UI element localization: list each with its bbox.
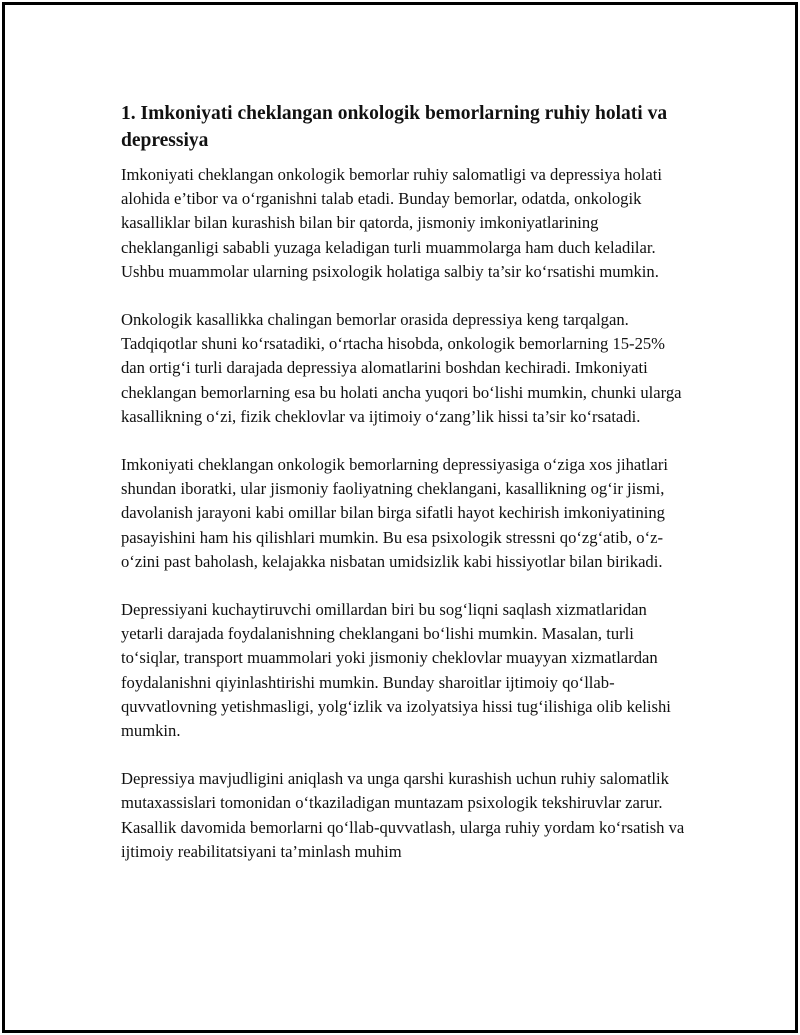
page-frame bbox=[2, 2, 798, 1033]
paragraph-4: Depressiyani kuchaytiruvchi omillardan biri bu sog‘liqni saqlash xizmatlaridan yetarli darajada foydalanishning cheklangani bo‘lishi mumkin. Masalan, turli to‘siqlar, transport muammolari yoki jismoniy cheklovlar muayyan xizmatlardan foydalanishni qiyinlashtirishi mumkin. Bunday sharoitlar ijtimoiy qo‘llab-quvvatlovning yetishmasligi, yolg‘izlik va izolyatsiya hissi tug‘ilishiga olib kelishi mumkin. bbox=[121, 600, 671, 741]
section-heading: 1. Imkoniyati cheklangan onkologik bemorlarning ruhiy holati va depressiya bbox=[121, 103, 668, 151]
paragraph-3: Imkoniyati cheklangan onkologik bemorlarning depressiyasiga o‘ziga xos jihatlari shundan iboratki, ular jismoniy faoliyatning cheklangani, kasallikning og‘ir jismi, davolanish jarayoni kabi omillar bilan birga sifatli hayot kechirish imkoniyatining pasayishini ham his qilishlari mumkin. Bu esa psixologik stressni qo‘zg‘atib, o‘z-o‘zini past baholash, kelajakka nisbatan umidsizlik kabi hissiyotlar bilan birikadi. bbox=[121, 455, 668, 571]
paragraph-2: Onkologik kasallikka chalingan bemorlar orasida depressiya keng tarqalgan. Tadqiqotlar shuni ko‘rsatadiki, o‘rtacha hisobda, onkologik bemorlarning 15-25% dan ortig‘i turli darajada depressiya alomatlarini boshdan kechiradi. Imkoniyati cheklangan bemorlarning esa bu holati ancha yuqori bo‘lishi mumkin, chunki ularga kasallikning o‘zi, fizik cheklovlar va ijtimoiy o‘zang’lik hissi ta’sir ko‘rsatadi. bbox=[121, 310, 682, 426]
document-body bbox=[121, 100, 691, 888]
paragraph-5: Depressiya mavjudligini aniqlash va unga qarshi kurashish uchun ruhiy salomatlik mutaxassislari tomonidan o‘tkaziladigan muntazam psixologik tekshiruvlar zarur. Kasallik davomida bemorlarni qo‘llab-quvvatlash, ularga ruhiy yordam ko‘rsatish va ijtimoiy reabilitatsiyani ta’minlash muhim bbox=[121, 769, 685, 861]
paragraph-1: Imkoniyati cheklangan onkologik bemorlar ruhiy salomatligi va depressiya holati alohida e’tibor va o‘rganishni talab etadi. Bunday bemorlar, odatda, onkologik kasalliklar bilan kurashish bilan bir qatorda, jismoniy imkoniyatlarining cheklanganligi sababli yuzaga keladigan turli muammolarga ham duch keladilar. Ushbu muammolar ularning psixologik holatiga salbiy ta’sir ko‘rsatishi mumkin. bbox=[121, 165, 663, 281]
